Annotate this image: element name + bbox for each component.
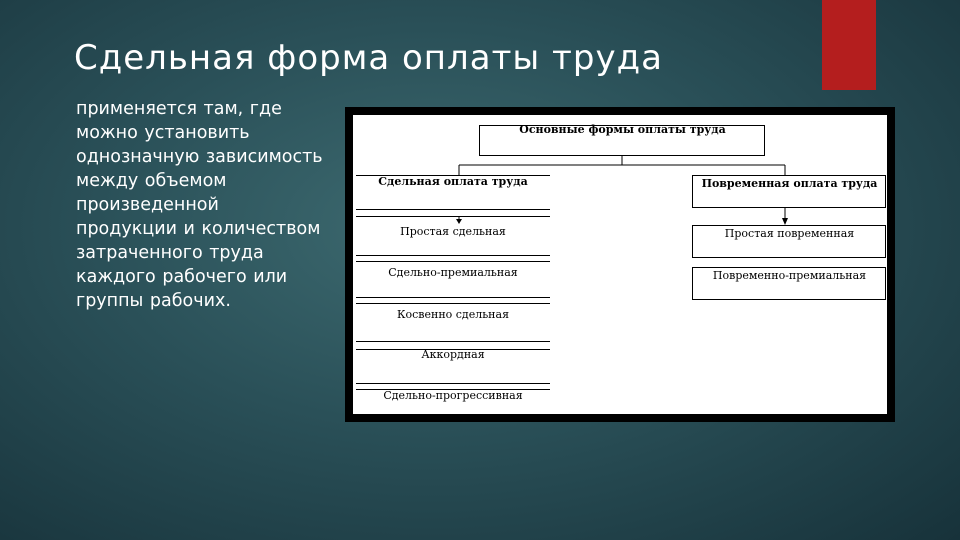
piecework-item-1: Простая сдельная (400, 225, 506, 238)
diagram-lines (353, 115, 887, 414)
root-node-label: Основные формы оплаты труда (519, 123, 726, 136)
time-item-1: Простая повременная (724, 227, 855, 240)
diagram-frame (345, 107, 895, 422)
time-header-label: Повременная оплата труда (701, 177, 878, 190)
diagram-canvas (353, 115, 887, 414)
piecework-item-5: Сдельно-прогрессивная (383, 389, 523, 402)
slide-body-text: применяется там, где можно установить однозначную зависимость между объемом произведенной продукции и количеством затраченного труда каждого рабочего или группы рабочих. (76, 99, 323, 311)
slide-title: Сдельная форма оплаты труда (74, 38, 663, 78)
piecework-item-3: Косвенно сдельная (396, 308, 510, 321)
accent-bar (822, 0, 876, 90)
piecework-item-2: Сдельно-премиальная (388, 266, 518, 279)
piecework-header-label: Сдельная оплата труда (378, 175, 528, 188)
piecework-item-4: Аккордная (421, 348, 485, 361)
time-item-2: Повременно-премиальная (712, 269, 867, 282)
